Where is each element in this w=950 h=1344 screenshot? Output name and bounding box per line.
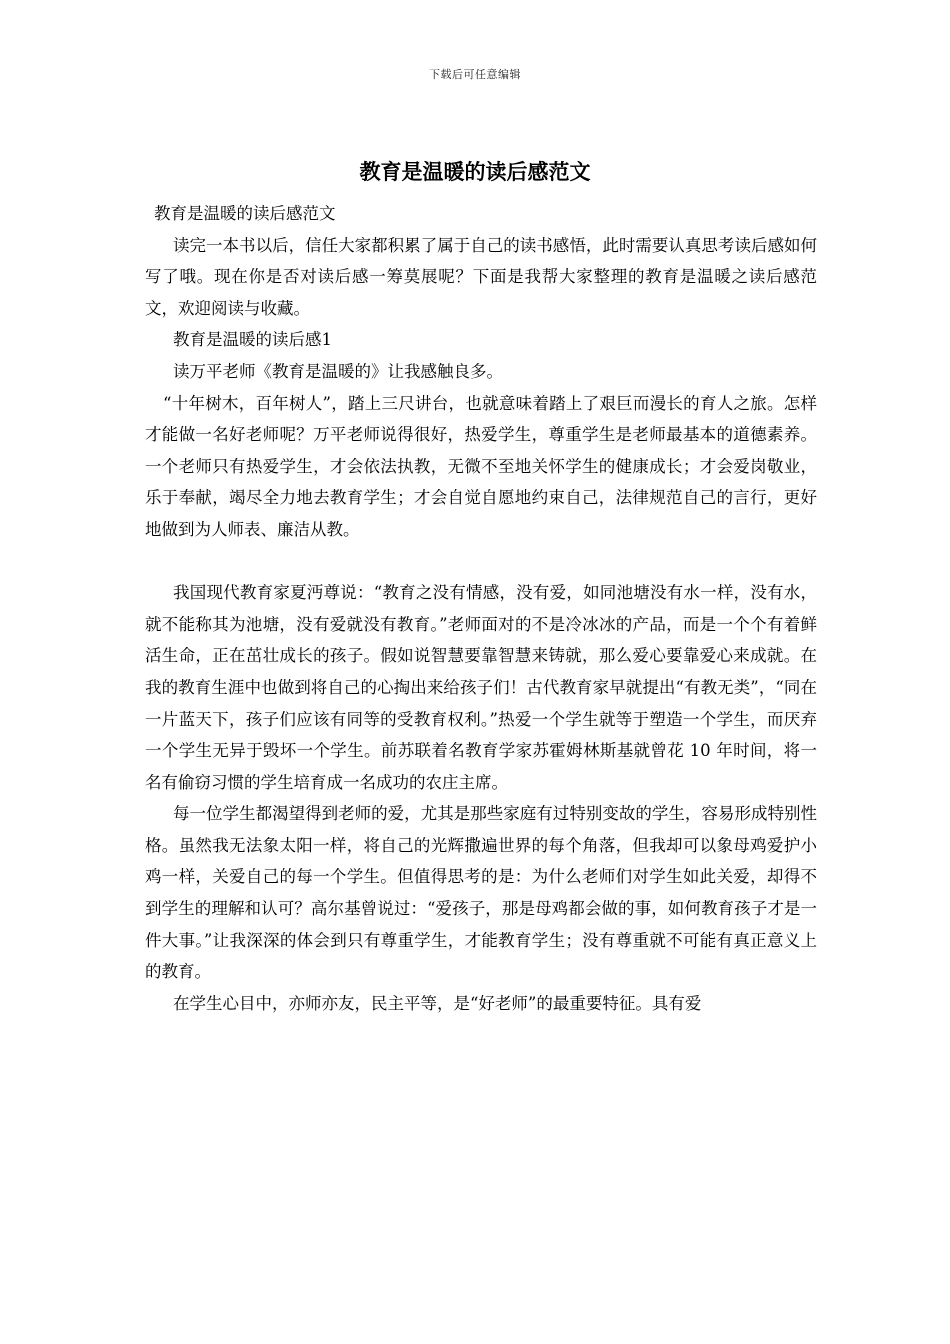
- paragraph-opening: 读万平老师《教育是温暖的》让我感触良多。: [173, 361, 503, 381]
- paragraph-intro: 读完一本书以后，信任大家都积累了属于自己的读书感悟，此时需要认真思考读后感如何写了哦。现在你是否对读后感一筹莫展呢？下面是我帮大家整理的教育是温暖之读后感范文，欢迎阅读与收藏。: [145, 235, 817, 318]
- paragraph-spacer: [145, 546, 817, 578]
- document-body: [145, 198, 817, 1019]
- document-title: 教育是温暖的读后感范文: [359, 159, 591, 184]
- paragraph-respect-students: 每一位学生都渴望得到老师的爱，尤其是那些家庭有过特别变故的学生，容易形成特别性格。虽然我无法象太阳一样，将自己的光辉撒遍世界的每个角落，但我却可以象母鸡爱护小鸡一样，关爱自己的每一个学生。但值得思考的是：为什么老师们对学生如此关爱，却得不到学生的理解和认可？高尔基曾说过：“爱孩子，那是母鸡都会做的事，如何教育孩子才是一件大事。”让我深深的体会到只有尊重学生，才能教育学生；没有尊重就不可能有真正意义上的教育。: [145, 804, 817, 982]
- paragraph-good-teacher-traits: 在学生心目中，亦师亦友，民主平等，是“好老师”的最重要特征。具有爱: [173, 993, 702, 1013]
- document-subtitle: 教育是温暖的读后感范文: [154, 204, 336, 223]
- paragraph-good-teacher: “十年树木，百年树人”，踏上三尺讲台，也就意味着踏上了艰巨而漫长的育人之旅。怎样才能做一名好老师呢？万平老师说得很好，热爱学生，尊重学生是老师最基本的道德素养。一个老师只有热爱学生，才会依法执教，无微不至地关怀学生的健康成长；才会爱岗敬业，乐于奉献，竭尽全力地去教育学生；才会自觉自愿地约束自己，法律规范自己的言行，更好地做到为人师表、廉洁从教。: [145, 393, 817, 539]
- page-header-note: 下载后可任意编辑: [429, 68, 521, 81]
- section-heading: 教育是温暖的读后感1: [173, 330, 332, 350]
- paragraph-love-education: 我国现代教育家夏沔尊说：“教育之没有情感，没有爱，如同池塘没有水一样，没有水，就不能称其为池塘，没有爱就没有教育。”老师面对的不是冷冰冰的产品，而是一个个有着鲜活生命，正在茁壮成长的孩子。假如说智慧要靠智慧来铸就，那么爱心要靠爱心来成就。在我的教育生涯中也做到将自己的心掏出来给孩子们！古代教育家早就提出“有教无类”，“同在一片蓝天下，孩子们应该有同等的受教育权利。”热爱一个学生就等于塑造一个学生，而厌弃一个学生无异于毁坏一个学生。前苏联着名教育学家苏霍姆林斯基就曾花 10 年时间，将一名有偷窃习惯的学生培育成一名成功的农庄主席。: [145, 583, 817, 792]
